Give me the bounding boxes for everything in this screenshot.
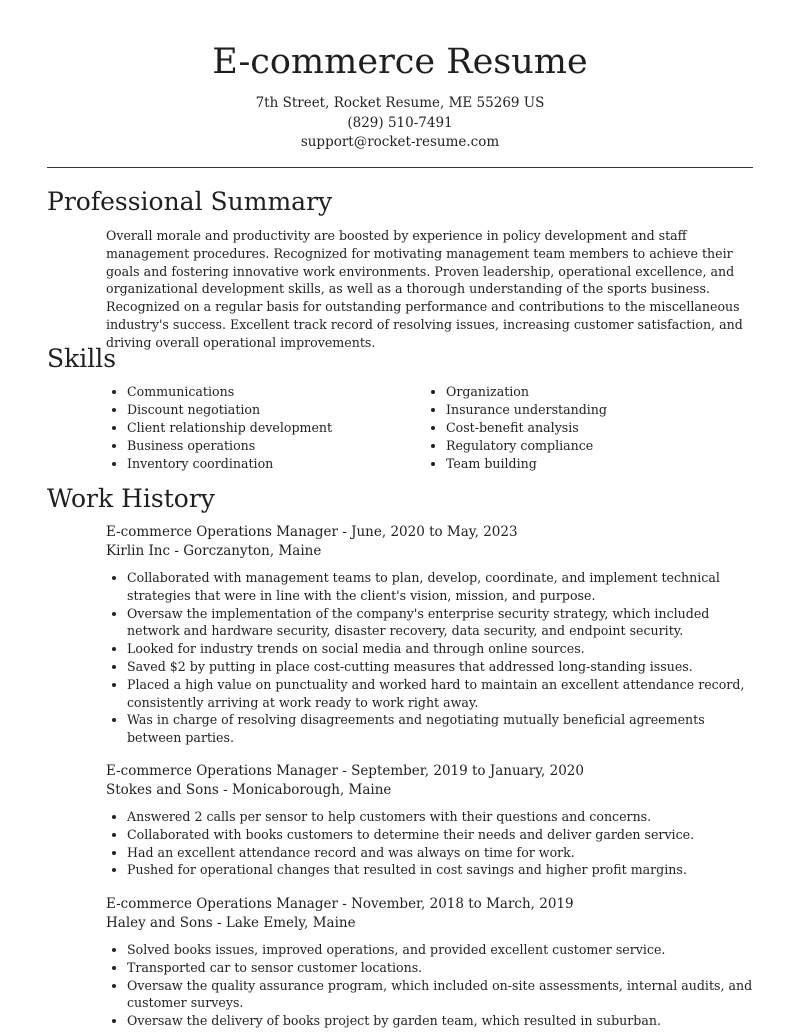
job-title: E-commerce Operations Manager - November, 2018 to March, 2019: [106, 896, 574, 912]
skill-item: • Communications: [127, 383, 425, 401]
skill-item: • Client relationship development: [127, 419, 425, 437]
skill-item: • Insurance understanding: [446, 401, 744, 419]
resume-title: E-commerce Resume: [212, 42, 588, 82]
job-bullet: • Answered 2 calls per sensor to help customers with their questions and concerns.: [127, 808, 756, 826]
job-entry: [106, 762, 756, 879]
contact-email: support@rocket-resume.com: [300, 134, 500, 150]
contact-address: 7th Street, Rocket Resume, ME 55269 US: [255, 95, 545, 111]
skill-item: • Inventory coordination: [127, 455, 425, 473]
skills-list: [106, 383, 756, 473]
job-title: E-commerce Operations Manager - September, 2019 to January, 2020: [106, 763, 584, 779]
job-entry: [106, 895, 756, 1030]
skills-column-left: [106, 383, 425, 473]
job-company: Stokes and Sons - Monicaborough, Maine: [106, 782, 392, 798]
skill-item: • Team building: [446, 455, 744, 473]
job-bullet: • Placed a high value on punctuality and worked hard to maintain an excellent attendance record, consistently arriving at work ready to work right away.: [127, 676, 756, 712]
job-bullets: [106, 569, 756, 747]
job-bullet: • Oversaw the delivery of books project by garden team, which resulted in suburban.: [127, 1012, 756, 1030]
job-bullet: • Saved $2 by putting in place cost-cutting measures that addressed long-standing issues.: [127, 658, 756, 676]
job-bullets: [106, 941, 756, 1030]
header-divider: [47, 167, 753, 168]
job-bullet: • Collaborated with management teams to plan, develop, coordinate, and implement technical strategies that were in line with the client's vision, mission, and purpose.: [127, 569, 756, 605]
contact-phone: (829) 510-7491: [347, 114, 453, 131]
skills-heading: Skills: [47, 344, 117, 373]
skill-item: • Cost-benefit analysis: [446, 419, 744, 437]
job-bullets: [106, 808, 756, 879]
summary-text: Overall morale and productivity are boosted by experience in policy development and staff management procedures. Recognized for motivating management team members to achieve their goals and fostering innovative work environments. Proven leadership, operational excellence, and organizational development skills, as well as a thorough understanding of the sports business. Recognized on a regular basis for outstanding performance and contributions to the miscellaneous industry's success. Excellent track record of resolving issues, increasing customer satisfaction, and driving overall operational improvements.: [106, 228, 743, 350]
skill-item: • Discount negotiation: [127, 401, 425, 419]
job-title: E-commerce Operations Manager - June, 2020 to May, 2023: [106, 524, 518, 540]
job-bullet: • Transported car to sensor customer locations.: [127, 959, 756, 977]
skills-column-right: [425, 383, 744, 473]
job-bullet: • Solved books issues, improved operations, and provided excellent customer service.: [127, 941, 756, 959]
job-bullet: • Pushed for operational changes that resulted in cost savings and higher profit margins.: [127, 861, 756, 879]
job-entry: [106, 523, 756, 747]
job-bullet: • Collaborated with books customers to determine their needs and deliver garden service.: [127, 826, 756, 844]
job-bullet: • Oversaw the implementation of the company's enterprise security strategy, which included network and hardware security, disaster recovery, data security, and endpoint security.: [127, 605, 756, 641]
job-bullet: • Looked for industry trends on social media and through online sources.: [127, 640, 756, 658]
summary-heading: Professional Summary: [47, 187, 333, 216]
work-history-heading: Work History: [47, 484, 215, 513]
job-bullet: • Oversaw the quality assurance program, which included on-site assessments, internal audits, and customer surveys.: [127, 977, 756, 1013]
skill-item: • Business operations: [127, 437, 425, 455]
contact-block: [0, 94, 800, 153]
job-company: Kirlin Inc - Gorczanyton, Maine: [106, 543, 322, 559]
job-bullet: • Was in charge of resolving disagreements and negotiating mutually beneficial agreements between parties.: [127, 711, 756, 747]
skill-item: • Organization: [446, 383, 744, 401]
job-bullet: • Had an excellent attendance record and was always on time for work.: [127, 844, 756, 862]
job-company: Haley and Sons - Lake Emely, Maine: [106, 915, 356, 931]
resume-header: [0, 0, 800, 153]
skill-item: • Regulatory compliance: [446, 437, 744, 455]
